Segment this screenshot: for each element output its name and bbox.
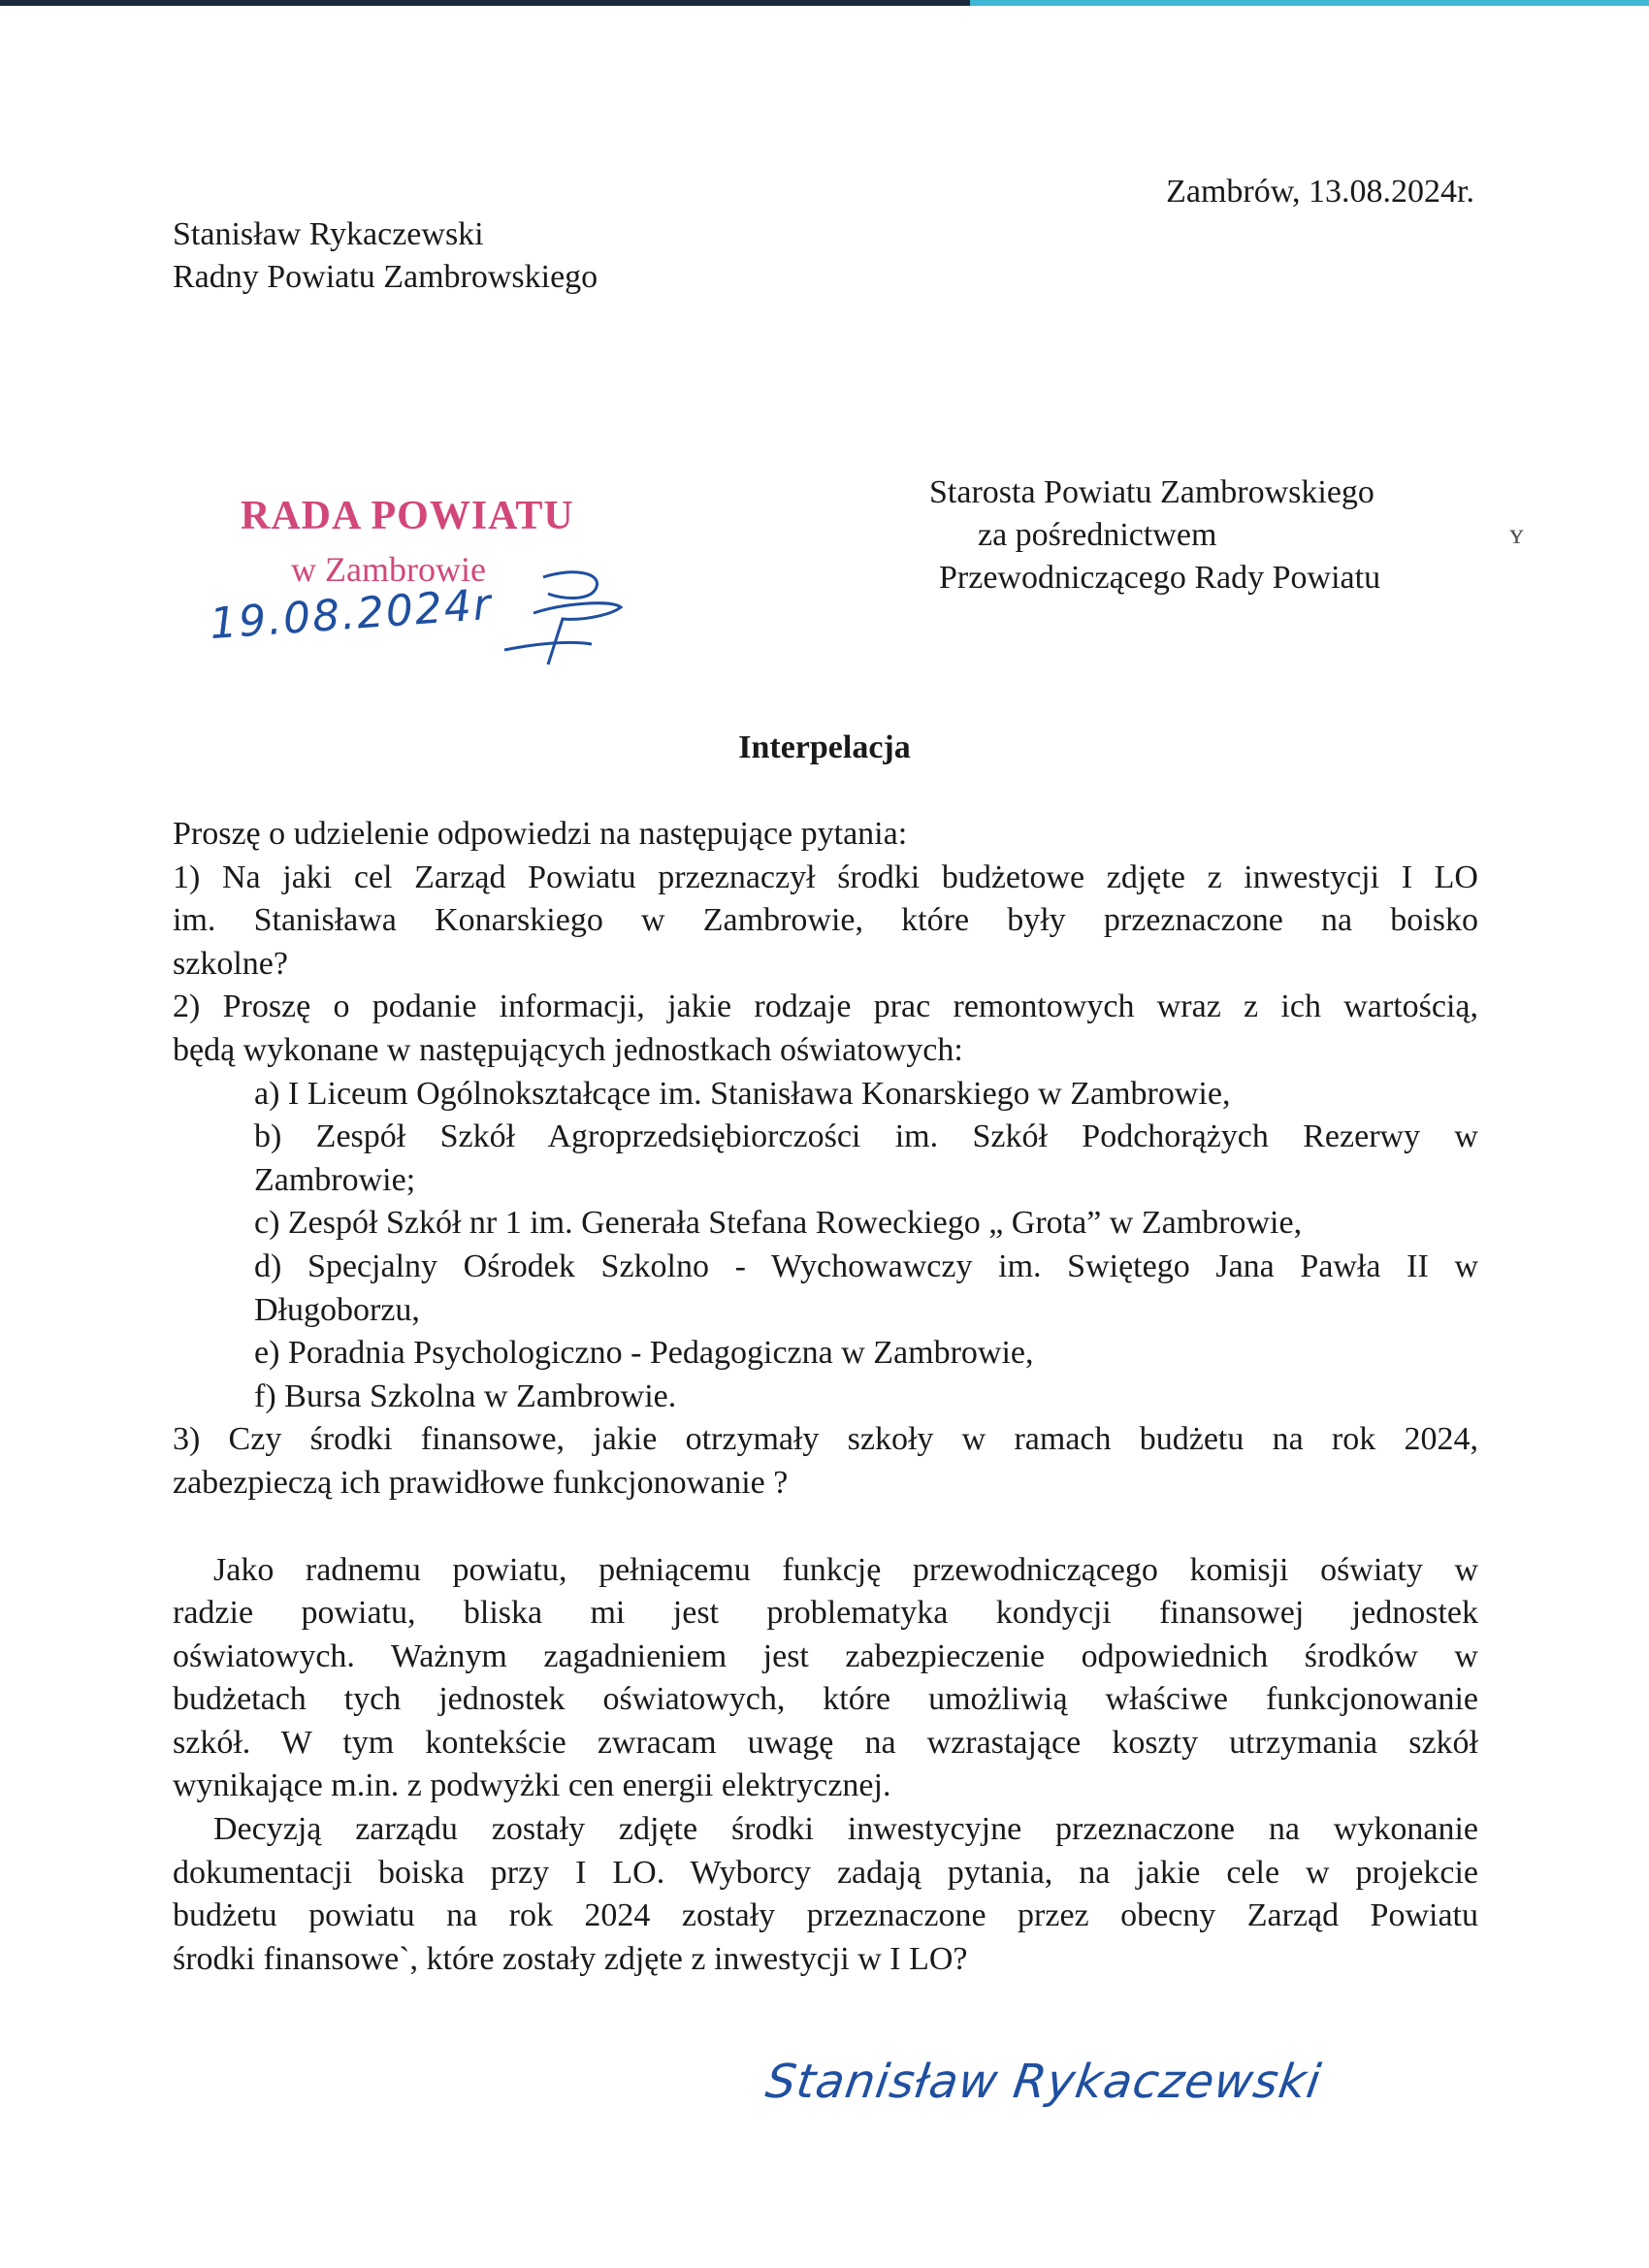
scan-edge-top-accent	[970, 0, 1649, 6]
stamp-received-date: 19.08.2024r	[208, 579, 495, 650]
list-item-d-line-2: Długoborzu,	[254, 1291, 420, 1328]
question-1-line-2: im. Stanisława Konarskiego w Zambrowie, które były przeznaczone na boisko	[173, 902, 1478, 939]
margin-mark: ʏ	[1509, 518, 1524, 550]
recipient-block	[929, 471, 1472, 599]
question-3-line-1: 3) Czy środki finansowe, jakie otrzymały szkoły w ramach budżetu na rok 2024,	[173, 1421, 1478, 1458]
paragraph-1-line-1: Jako radnemu powiatu, pełniącemu funkcję przewodniczącego komisji oświaty w	[213, 1551, 1478, 1588]
list-item-b-line-2: Zambrowie;	[254, 1161, 416, 1198]
document-body	[173, 813, 1478, 1981]
paragraph-2-line-3: budżetu powiatu na rok 2024 zostały przeznaczone przez obecny Zarząd Powiatu	[173, 1897, 1478, 1934]
paragraph-gap	[173, 1506, 1478, 1549]
stamp-subtitle: w Zambrowie	[291, 550, 486, 589]
paragraph-1-line-3: oświatowych. Ważnym zagadnieniem jest zabezpieczenie odpowiednich środków w	[173, 1637, 1478, 1674]
question-3-line-2: zabezpieczą ich prawidłowe funkcjonowanie ?	[173, 1464, 789, 1501]
document-title: Interpelacja	[738, 729, 911, 765]
paragraph-1-line-5: szkół. W tym kontekście zwracam uwagę na wzrastające koszty utrzymania szkół	[173, 1724, 1478, 1761]
recipient-line-2: za pośrednictwem	[978, 517, 1217, 553]
sender-title: Radny Powiatu Zambrowskiego	[173, 259, 598, 295]
recipient-line-3: Przewodniczącego Rady Powiatu	[939, 560, 1381, 596]
question-1-line-1: 1) Na jaki cel Zarząd Powiatu przeznaczył środki budżetowe zdjęte z inwestycji I LO	[173, 859, 1478, 895]
list-item-d-line-1: d) Specjalny Ośrodek Szkolno - Wychowawczy im. Swiętego Jana Pawła II w	[254, 1247, 1478, 1284]
stamp-initials-scribble	[213, 543, 630, 669]
recipient-line-1: Starosta Powiatu Zambrowskiego	[929, 474, 1374, 510]
paragraph-2-line-4: środki finansowe`, które zostały zdjęte z inwestycji w I LO?	[173, 1940, 968, 1977]
list-item-a: a) I Liceum Ogólnokształcące im. Stanisława Konarskiego w Zambrowie,	[254, 1075, 1231, 1112]
list-item-c: c) Zespół Szkół nr 1 im. Generała Stefana Roweckiego „ Grota” w Zambrowie,	[254, 1205, 1303, 1242]
paragraph-2-line-1: Decyzją zarządu zostały zdjęte środki inwestycyjne przeznaczone na wykonanie	[213, 1811, 1478, 1848]
question-2-line-2: będą wykonane w następujących jednostkach oświatowych:	[173, 1031, 963, 1068]
sender-block	[173, 213, 598, 299]
paragraph-1-line-4: budżetach tych jednostek oświatowych, które umożliwią właściwe funkcjonowanie	[173, 1681, 1478, 1718]
question-1-line-3: szkolne?	[173, 945, 288, 982]
list-item-e: e) Poradnia Psychologiczno - Pedagogiczna w Zambrowie,	[254, 1335, 1034, 1372]
sender-name: Stanisław Rykaczewski	[173, 216, 484, 252]
question-2-line-1: 2) Proszę o podanie informacji, jakie rodzaje prac remontowych wraz z ich wartością,	[173, 988, 1478, 1025]
paragraph-1-line-2: radzie powiatu, bliska mi jest problematyka kondycji finansowej jednostek	[173, 1595, 1478, 1632]
body-line-intro: Proszę o udzielenie odpowiedzi na następujące pytania:	[173, 816, 908, 852]
paragraph-2-line-2: dokumentacji boiska przy I LO. Wyborcy zadają pytania, na jakie cele w projekcie	[173, 1854, 1478, 1891]
handwritten-signature: Stanisław Rykaczewski	[762, 2055, 1325, 2109]
document-date: Zambrów, 13.08.2024r.	[1166, 174, 1474, 210]
paragraph-1-line-6: wynikające m.in. z podwyżki cen energii elektrycznej.	[173, 1767, 891, 1804]
list-item-f: f) Bursa Szkolna w Zambrowie.	[254, 1377, 677, 1414]
stamp-title: RADA POWIATU	[241, 494, 574, 538]
list-item-b-line-1: b) Zespół Szkół Agroprzedsiębiorczości im. Szkół Podchorążych Rezerwy w	[254, 1118, 1478, 1155]
